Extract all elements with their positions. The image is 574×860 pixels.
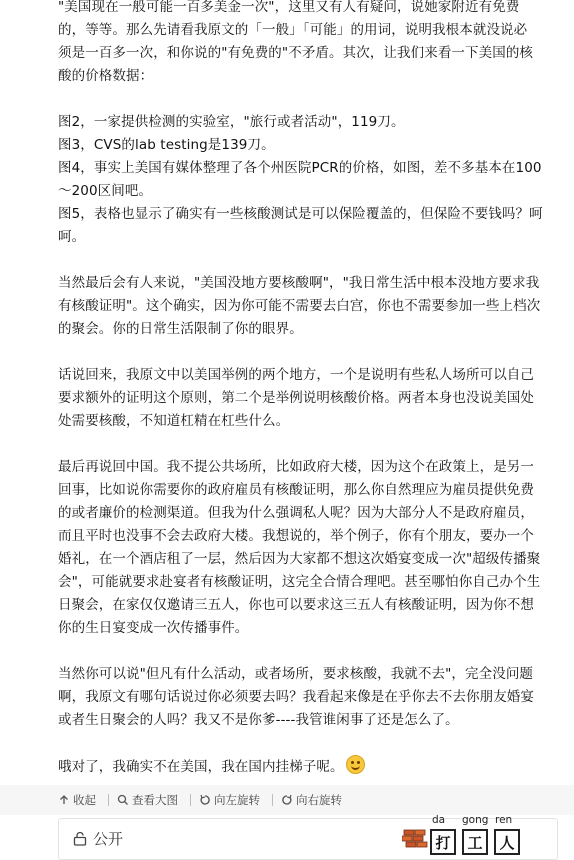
text-line: 图5，表格也显示了确实有一些核酸测试是可以保险覆盖的，但保险不要钱吗？呵: [58, 206, 543, 222]
paragraph-vpn: [58, 755, 558, 779]
collapse-label: 收起: [73, 793, 96, 807]
text-line: 呵。: [58, 229, 86, 245]
logo-pinyin: da: [432, 814, 446, 826]
text-line: 而且平时也没事不会去政府大楼。我想说的，举个例子，你有个朋友，要办一个: [58, 528, 534, 544]
paragraph-back-to-topic: [58, 364, 558, 433]
text-line: 处需要核酸，不知道杠精在杠些什么。: [58, 413, 290, 429]
text-line: 你的生日宴变成一次传播事件。: [58, 620, 249, 636]
collapse-button[interactable]: [58, 792, 96, 808]
text-line: "美国现在一般可能一百多美金一次"，这里又有人有疑问，说她家附近有免费: [58, 0, 520, 15]
grinning-sweat-emoji-icon: [346, 755, 365, 774]
paragraph-dont-go: [58, 663, 558, 732]
text-line: 或者生日聚会的人吗？我又不是你爹----我管谁闲事了还是怎么了。: [58, 712, 459, 728]
text-line: 有核酸证明"。这个确实，因为你可能不需要去白宫，你也不需要参加一些上档次: [58, 298, 541, 314]
text-line: 要求额外的证明这个原则，第二个是举例说明核酸价格。两者本身也没说美国处: [58, 390, 534, 406]
text-line: 图3，CVS的lab testing是139刀。: [58, 137, 275, 153]
visibility-label: 公开: [93, 830, 124, 848]
logo-char: 人: [494, 829, 520, 855]
rotate-left-icon: [199, 794, 211, 806]
text-line: 最后再说回中国。我不提公共场所，比如政府大楼，因为这个在政策上，是另一: [58, 459, 534, 475]
collapse-arrow-icon: [58, 794, 70, 806]
view-large-label: 查看大图: [132, 793, 178, 807]
text-line: 回事，比如说你需要你的政府雇员有核酸证明，那么你自然理应为雇员提供免费: [58, 482, 534, 498]
text-line: 啊，我原文有哪句话说过你必须要去吗？我看起来像是在乎你去不去你朋友婚宴: [58, 689, 534, 705]
lock-icon: [73, 831, 87, 846]
text-line: 会"，可能就要求赴宴者有核酸证明，这完全合情合理吧。甚至哪怕你自己办个生: [58, 574, 541, 590]
text-line: ～200区间吧。: [58, 183, 153, 199]
paragraph-china: [58, 456, 558, 640]
rotate-right-button[interactable]: [281, 792, 342, 808]
text-line-with-emoji: [58, 755, 558, 779]
text-line: 婚礼，在一个酒店租了一层，然后因为大家都不想这次婚宴变成一次"超级传播聚: [58, 551, 541, 567]
text-line: 图2，一家提供检测的实验室，"旅行或者活动"，119刀。: [58, 114, 405, 130]
article-body: [58, 0, 558, 779]
image-toolbar: [0, 785, 574, 815]
logo-char: 打: [430, 829, 456, 855]
paragraph-intro: [58, 0, 558, 88]
logo-pinyin: gong: [462, 814, 489, 826]
view-large-button[interactable]: [117, 792, 178, 808]
text-line: 图4，事实上美国有媒体整理了各个州医院PCR的价格，如图，差不多基本在100: [58, 160, 542, 176]
logo-char: 工: [462, 829, 488, 855]
text-line: 当然你可以说"但凡有什么活动，或者场所，要求核酸，我就不去"，完全没问题: [58, 666, 534, 682]
text-line: 的，等等。那么先请看我原文的「一般」「可能」的用词，说明我根本就没说必: [58, 22, 528, 38]
magnifier-icon: [117, 794, 129, 806]
text-line: 当然最后会有人来说，"美国没地方要核酸啊"，"我日常生活中根本没地方要求我: [58, 275, 540, 291]
rotate-right-label: 向右旋转: [296, 793, 342, 807]
rotate-right-icon: [281, 794, 293, 806]
paragraph-figures: [58, 111, 558, 249]
text-line: 的聚会。你的日常生活限制了你的眼界。: [58, 321, 303, 337]
watermark-logo: [402, 814, 522, 854]
visibility-public: [73, 828, 123, 849]
rotate-left-button[interactable]: [199, 792, 260, 808]
paragraph-no-places: [58, 272, 558, 341]
text-line: 日聚会，在家仅仅邀请三五人，你也可以要求这三五人有核酸证明，因为你不想: [58, 597, 534, 613]
text-line: 话说回来，我原文中以美国举例的两个地方，一个是说明有些私人场所可以自己: [58, 367, 534, 383]
text-line: 的或者廉价的检测渠道。但我为什么强调私人呢？因为大部分人不是政府雇员，: [58, 505, 534, 521]
bricks-icon: [402, 828, 428, 850]
text-line: 酸的价格数据：: [58, 68, 154, 84]
text-line: 须是一百多一次，和你说的"有免费的"不矛盾。其次，让我们来看一下美国的核: [58, 45, 534, 61]
logo-pinyin: ren: [495, 814, 513, 826]
text-line: 哦对了，我确实不在美国，我在国内挂梯子呢。: [58, 759, 344, 775]
rotate-left-label: 向左旋转: [214, 793, 260, 807]
